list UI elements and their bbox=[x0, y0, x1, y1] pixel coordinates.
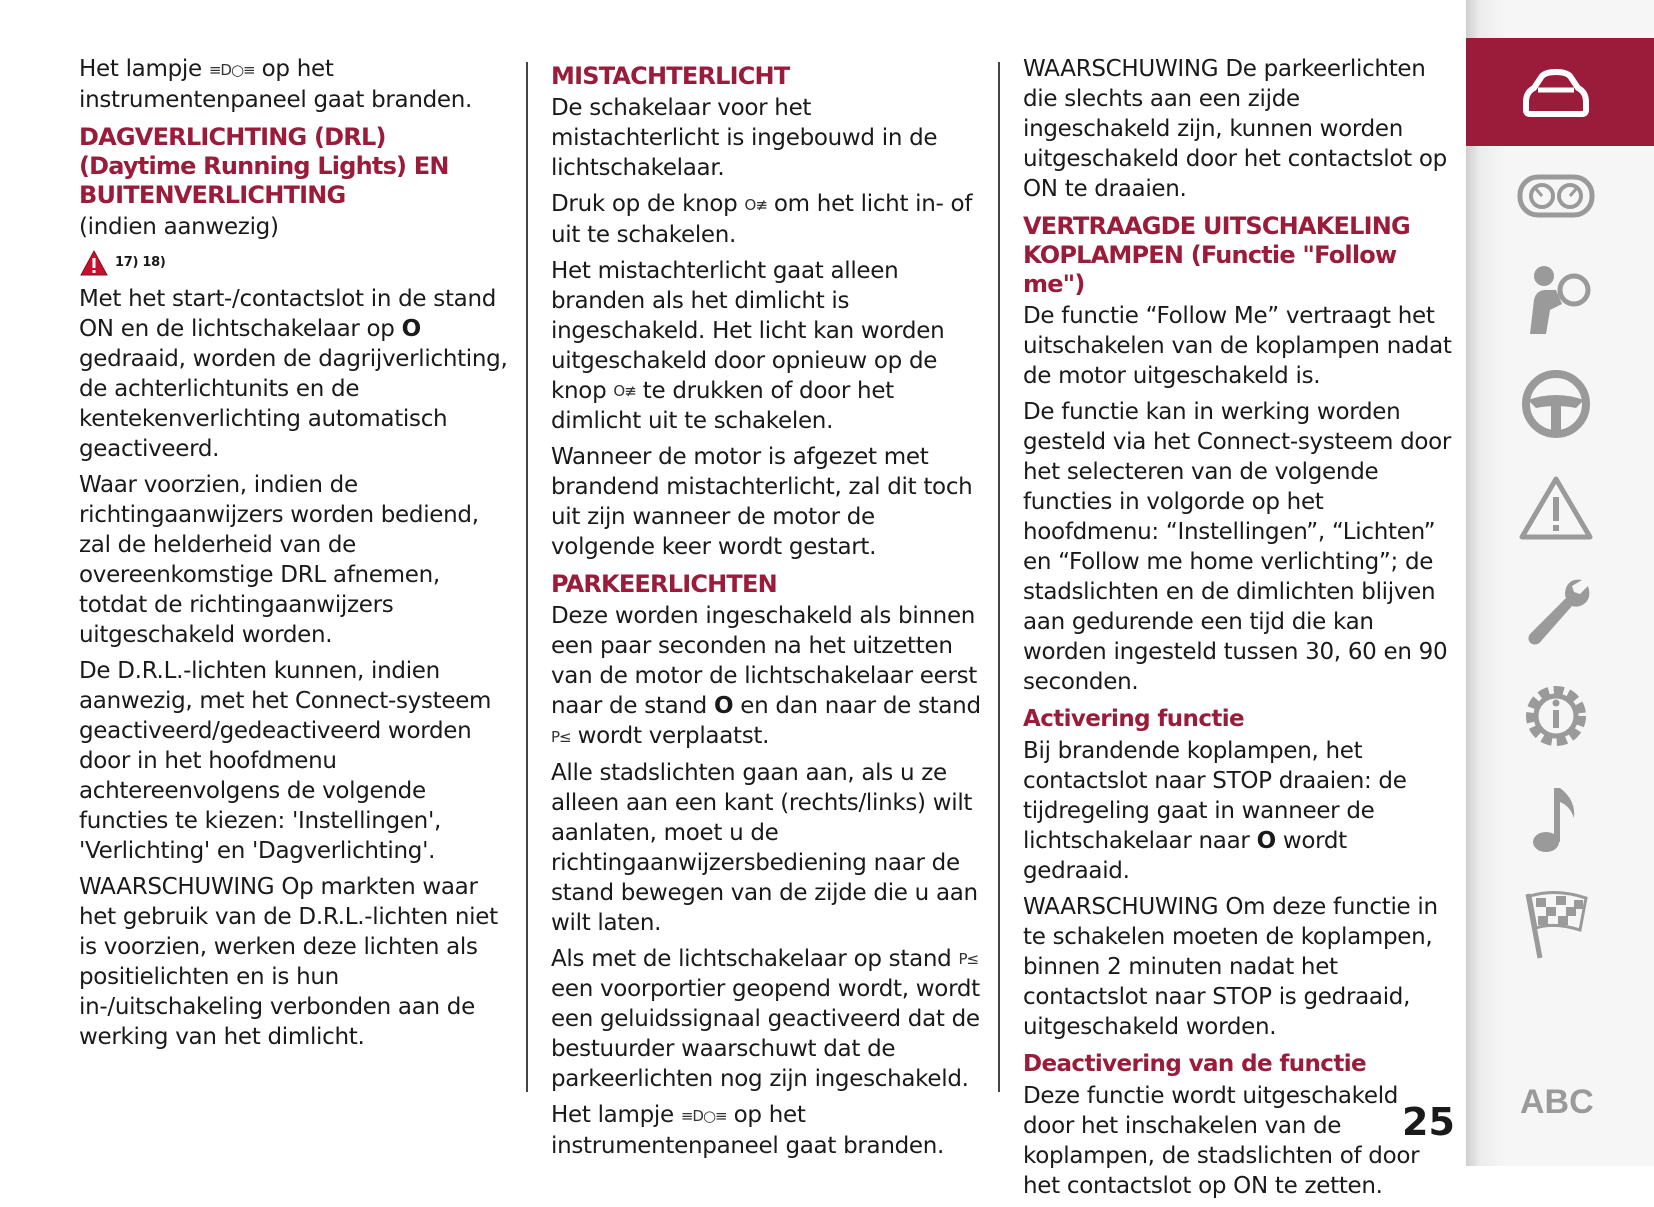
paragraph: Als met de lichtschakelaar op stand P≤ een voorportier geopend wordt, wordt een geluidssignaal geactiveerd dat de bestuurder waarschuwt dat de parkeerlichten nog zijn ingeschakeld. bbox=[551, 945, 980, 1092]
paragraph: WAARSCHUWING De parkeerlichten die slechts aan een zijde ingeschakeld zijn, kunnen worden uitgeschakeld door het contactslot op ON te draaien. bbox=[1023, 56, 1447, 202]
paragraph: Deze functie wordt uitgeschakeld door het inschakelen van de koplampen, de stadslichten of door het contactslot op ON te zetten. bbox=[1023, 1083, 1420, 1199]
zero-symbol: O bbox=[713, 693, 734, 719]
subheading-note: (indien aanwezig) bbox=[79, 213, 279, 240]
heading-parkeerlichten: PARKEERLICHTEN bbox=[551, 570, 777, 598]
music-note-icon bbox=[1516, 780, 1596, 860]
paragraph: WAARSCHUWING Op markten waar het gebruik van de D.R.L.-lichten niet is voorzien, werken deze lichten als positielichten en is hun in-/uitschakeling verbonden aan de werking van het dimlicht. bbox=[79, 873, 498, 1050]
paragraph: Met het start-/contactslot in de stand ON en de lichtschakelaar op O gedraaid, worden de dagrijverlichting, de achterlichtunits en de kentekenverlichting automatisch geactiveerd. bbox=[79, 285, 508, 462]
zero-symbol: O bbox=[401, 315, 421, 342]
nav-performance[interactable] bbox=[1466, 874, 1654, 974]
heading-drl: DAGVERLICHTING (DRL) (Daytime Running Lights) EN BUITENVERLICHTING bbox=[79, 122, 449, 209]
page-number: 25 bbox=[1402, 1100, 1455, 1144]
wrench-icon bbox=[1516, 572, 1596, 652]
parking-light-icon: P≤ bbox=[958, 950, 979, 968]
paragraph: Alle stadslichten gaan aan, als u ze alleen aan een kant (rechts/links) wilt aanlaten, moet u de richtingaanwijzersbediening naar de stand bewegen van de zijde die u aan wilt laten. bbox=[551, 759, 978, 936]
fog-light-icon: O≢ bbox=[613, 382, 636, 400]
drl-lamp-icon: ≡D○≡ bbox=[208, 60, 255, 79]
nav-warnings[interactable] bbox=[1466, 458, 1654, 558]
fog-light-icon: O≢ bbox=[744, 195, 767, 214]
zero-symbol: O bbox=[1256, 828, 1276, 854]
column-right bbox=[1023, 54, 1453, 1207]
drl-lamp-icon: ≡D○≡ bbox=[680, 1106, 727, 1125]
paragraph: De functie “Follow Me” vertraagt het uitschakelen van de koplampen nadat de motor uitgeschakeld is. bbox=[1023, 303, 1452, 389]
nav-technical-data[interactable] bbox=[1466, 666, 1654, 766]
paragraph: De functie kan in werking worden gesteld via het Connect-systeem door het selecteren van de volgende functies in volgorde op het hoofdmenu: “Instellingen”, “Lichten” en “Follow me home verlichting”; de stadslichten en de dimlichten blijven aan gedurende een tijd die kan worden ingesteld tussen 30, 60 en 90 seconden. bbox=[1023, 399, 1452, 695]
nav-car[interactable] bbox=[1466, 42, 1654, 142]
nav-airbag[interactable] bbox=[1466, 250, 1654, 350]
heading-follow-me: VERTRAAGDE UITSCHAKELING KOPLAMPEN (Functie "Follow me") bbox=[1023, 212, 1410, 298]
car-icon bbox=[1516, 62, 1596, 122]
paragraph: Deze worden ingeschakeld als binnen een paar seconden na het uitzetten van de motor de lichtschakelaar eerst naar de stand O en dan naar de stand P≤ wordt verplaatst. bbox=[551, 601, 981, 752]
instrument-panel-icon bbox=[1516, 171, 1596, 221]
checkered-flag-icon bbox=[1516, 884, 1596, 964]
heading-mistachterlicht: MISTACHTERLICHT bbox=[551, 62, 790, 90]
nav-multimedia[interactable] bbox=[1466, 770, 1654, 870]
nav-maintenance[interactable] bbox=[1466, 562, 1654, 662]
nav-index-abc[interactable]: ABC bbox=[1520, 1083, 1594, 1121]
paragraph: De D.R.L.-lichten kunnen, indien aanwezig, met het Connect-systeem geactiveerd/gedeactiveerd worden door in het hoofdmenu achtereenvolgens de volgende functies te kiezen: 'Instellingen', 'Verlichting' en 'Dagverlichting'. bbox=[79, 657, 492, 864]
paragraph: WAARSCHUWING Om deze functie in te schakelen moeten de koplampen, binnen 2 minuten nadat het contactslot naar STOP is gedraaid, uitgeschakeld worden. bbox=[1023, 894, 1438, 1040]
parking-light-icon: P≤ bbox=[551, 727, 571, 746]
subheading-activering: Activering functie bbox=[1023, 706, 1245, 732]
steering-wheel-icon bbox=[1516, 364, 1596, 444]
nav-instrument-panel[interactable] bbox=[1466, 146, 1654, 246]
paragraph: Het lampje ≡D○≡ op het instrumentenpaneel gaat branden. bbox=[79, 56, 473, 113]
warning-reference bbox=[79, 248, 509, 278]
paragraph: Druk op de knop O≢ om het licht in- of uit te schakelen. bbox=[551, 191, 973, 248]
info-gear-icon bbox=[1516, 676, 1596, 756]
chapter-sidebar bbox=[1466, 0, 1654, 1166]
column-middle bbox=[551, 54, 981, 1167]
nav-steering-wheel[interactable] bbox=[1466, 354, 1654, 454]
airbag-icon bbox=[1516, 260, 1596, 340]
column-divider bbox=[998, 62, 1000, 1092]
column-divider bbox=[526, 62, 528, 1092]
paragraph: Het mistachterlicht gaat alleen branden als het dimlicht is ingeschakeld. Het licht kan worden uitgeschakeld door opnieuw op de knop O≢ te drukken of door het dimlicht uit te schakelen. bbox=[551, 257, 945, 434]
paragraph: Het lampje ≡D○≡ op het instrumentenpaneel gaat branden. bbox=[551, 1102, 945, 1159]
warning-triangle-icon bbox=[1516, 473, 1596, 543]
subheading-deactivering: Deactivering van de functie bbox=[1023, 1051, 1367, 1077]
footnote-refs: 17) 18) bbox=[115, 254, 166, 270]
paragraph: Bij brandende koplampen, het contactslot naar STOP draaien: de tijdregeling gaat in wanneer de lichtschakelaar naar O wordt gedraaid. bbox=[1023, 738, 1407, 884]
paragraph: De schakelaar voor het mistachterlicht is ingebouwd in de lichtschakelaar. bbox=[551, 95, 938, 181]
paragraph: Wanneer de motor is afgezet met brandend mistachterlicht, zal dit toch uit zijn wanneer de motor de volgende keer wordt gestart. bbox=[551, 444, 973, 560]
paragraph: Waar voorzien, indien de richtingaanwijzers worden bediend, zal de helderheid van de overeenkomstige DRL afnemen, totdat de richtingaanwijzers uitgeschakeld worden. bbox=[79, 471, 479, 648]
column-left bbox=[79, 54, 509, 1058]
warning-triangle-icon bbox=[79, 249, 109, 277]
